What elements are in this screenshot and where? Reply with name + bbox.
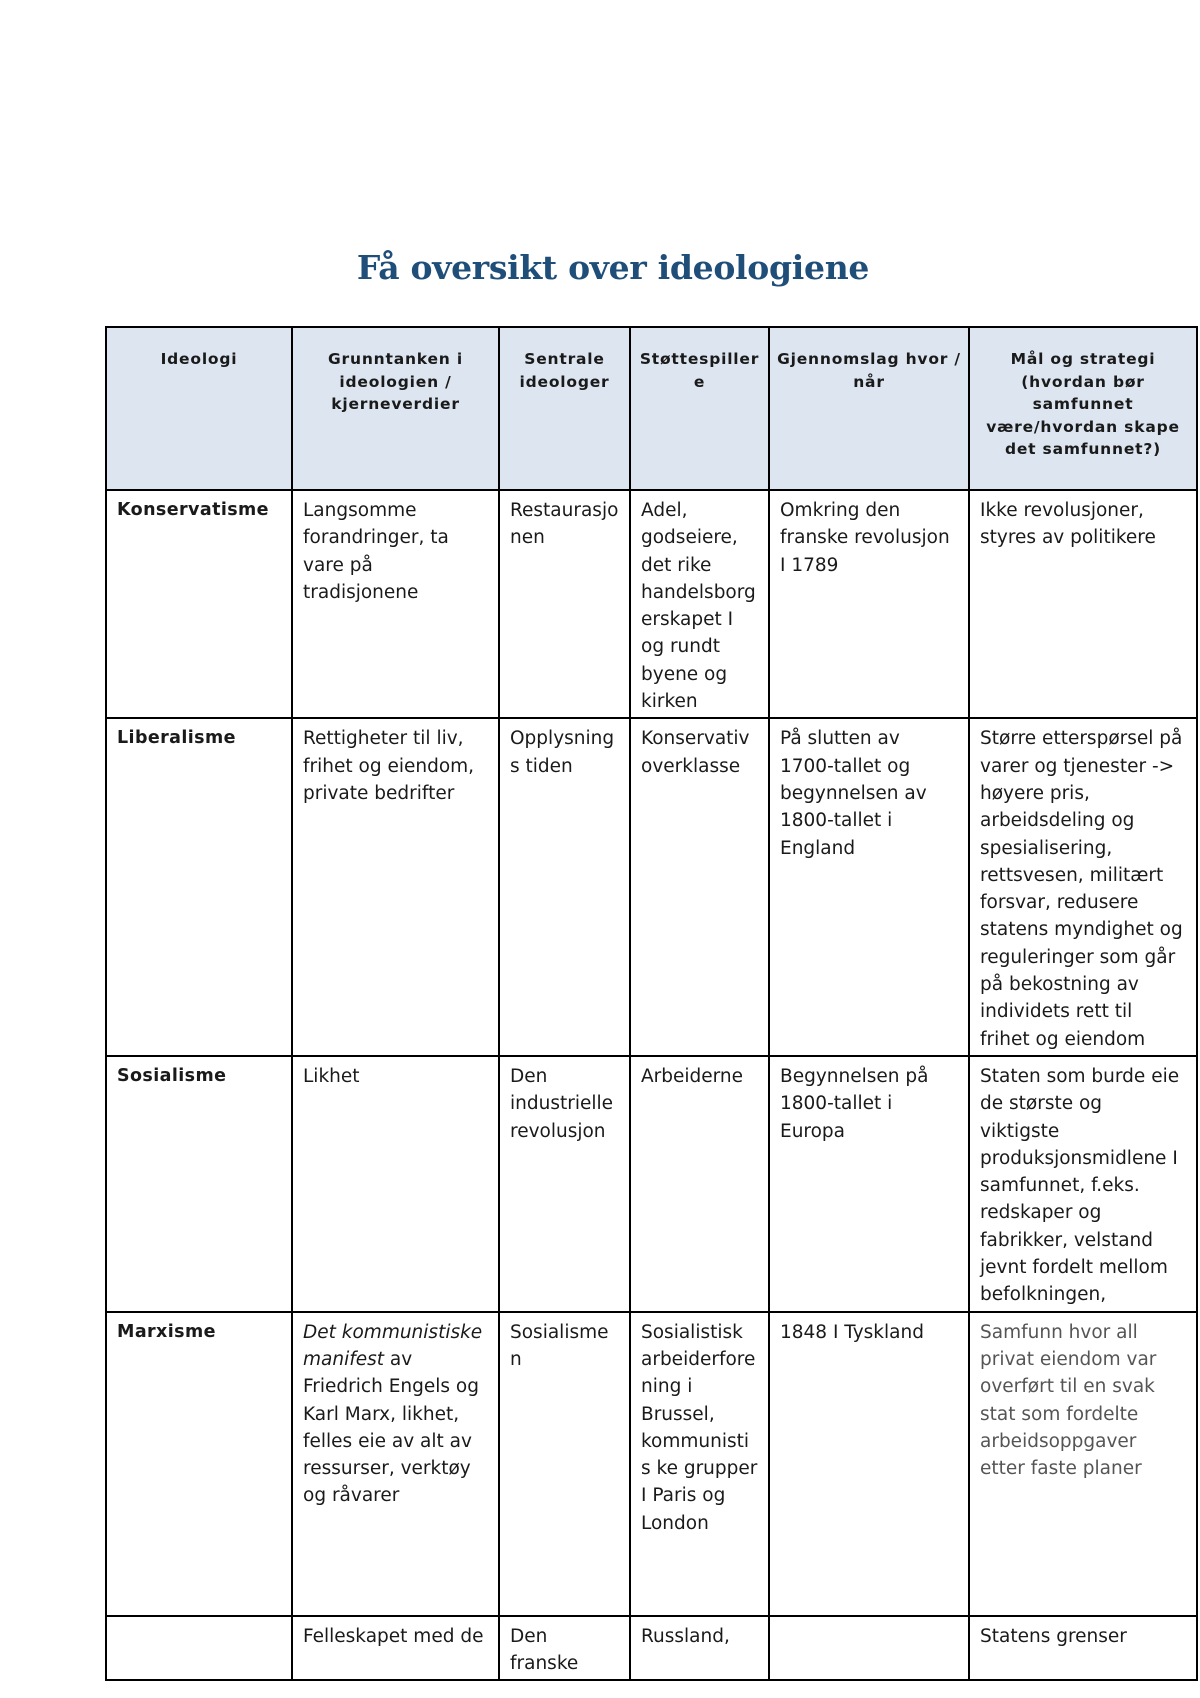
cell-breakthrough: Begynnelsen på 1800-tallet i Europa bbox=[769, 1056, 969, 1312]
cell-ideologists: Opplysnings tiden bbox=[499, 718, 630, 1056]
cell-core: Langsomme forandringer, ta vare på tradisjonene bbox=[292, 490, 499, 718]
cell-goals: Statens grenser bbox=[969, 1616, 1197, 1681]
ideology-table bbox=[105, 326, 1198, 1681]
header-sentrale-ideologer: Sentrale ideologer bbox=[499, 327, 630, 490]
cell-breakthrough: På slutten av 1700-tallet og begynnelsen av 1800-tallet i England bbox=[769, 718, 969, 1056]
table-row bbox=[106, 718, 1197, 1056]
cell-ideology bbox=[106, 1616, 292, 1681]
cell-core: Felleskapet med de bbox=[292, 1616, 499, 1681]
cell-ideologists: Den franske bbox=[499, 1616, 630, 1681]
core-text: av Friedrich Engels og Karl Marx, likhet, felles eie av alt av ressurser, verktøy og råvarer bbox=[303, 1348, 479, 1507]
header-grunntanken: Grunntanken i ideologien / kjerneverdier bbox=[292, 327, 499, 490]
header-ideologi: Ideologi bbox=[106, 327, 292, 490]
cell-goals: Ikke revolusjoner, styres av politikere bbox=[969, 490, 1197, 718]
cell-supporters: Sosialistisk arbeiderfore ning i Brussel, kommunistis ke grupper I Paris og London bbox=[630, 1312, 769, 1616]
core-italic-title: Det kommunistiske manifest bbox=[303, 1321, 483, 1370]
header-stottespillere: Støttespiller e bbox=[630, 327, 769, 490]
cell-ideology: Liberalisme bbox=[106, 718, 292, 1056]
cell-ideologists: Sosialismen bbox=[499, 1312, 630, 1616]
cell-core: Rettigheter til liv, frihet og eiendom, private bedrifter bbox=[292, 718, 499, 1056]
cell-breakthrough: 1848 I Tyskland bbox=[769, 1312, 969, 1616]
cell-supporters: Adel, godseiere, det rike handelsborg erskapet I og rundt byene og kirken bbox=[630, 490, 769, 718]
cell-core: Likhet bbox=[292, 1056, 499, 1312]
table-row bbox=[106, 1312, 1197, 1616]
cell-ideology: Sosialisme bbox=[106, 1056, 292, 1312]
cell-supporters: Konservativ overklasse bbox=[630, 718, 769, 1056]
cell-breakthrough: Omkring den franske revolusjon I 1789 bbox=[769, 490, 969, 718]
cell-ideologists: Den industrielle revolusjon bbox=[499, 1056, 630, 1312]
cell-core bbox=[292, 1312, 499, 1616]
cell-breakthrough bbox=[769, 1616, 969, 1681]
table-row bbox=[106, 1616, 1197, 1681]
cell-ideology: Marxisme bbox=[106, 1312, 292, 1616]
header-gjennomslag: Gjennomslag hvor / når bbox=[769, 327, 969, 490]
cell-goals: Staten som burde eie de største og viktigste produksjonsmidlene I samfunnet, f.eks. redskaper og fabrikker, velstand jevnt fordelt mellom befolkningen, bbox=[969, 1056, 1197, 1312]
table-row bbox=[106, 490, 1197, 718]
header-mal-og-strategi: Mål og strategi (hvordan bør samfunnet være/hvordan skape det samfunnet?) bbox=[969, 327, 1197, 490]
table-header-row bbox=[106, 327, 1197, 490]
cell-supporters: Arbeiderne bbox=[630, 1056, 769, 1312]
cell-goals: Samfunn hvor all privat eiendom var overført til en svak stat som fordelte arbeidsoppgaver etter faste planer bbox=[969, 1312, 1197, 1616]
table-row bbox=[106, 1056, 1197, 1312]
cell-ideologists: Restaurasjo nen bbox=[499, 490, 630, 718]
cell-supporters: Russland, bbox=[630, 1616, 769, 1681]
cell-goals: Større etterspørsel på varer og tjenester -> høyere pris, arbeidsdeling og spesialisering, rettsvesen, militært forsvar, redusere statens myndighet og reguleringer som går på bekostning av individets rett til frihet og eiendom bbox=[969, 718, 1197, 1056]
page-title: Få oversikt over ideologiene bbox=[356, 248, 870, 287]
cell-ideology: Konservatisme bbox=[106, 490, 292, 718]
